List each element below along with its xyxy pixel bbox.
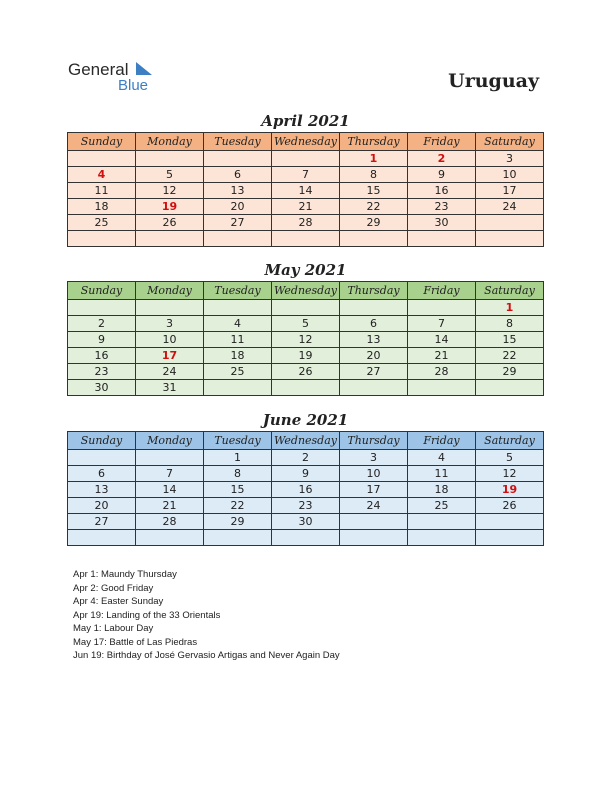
day-cell: 6 bbox=[204, 167, 272, 183]
day-cell: 11 bbox=[68, 183, 136, 199]
day-cell bbox=[340, 231, 408, 247]
weekday-header-sunday: Sunday bbox=[68, 432, 136, 450]
week-row bbox=[68, 231, 544, 247]
weekday-header-friday: Friday bbox=[408, 282, 476, 300]
day-cell: 21 bbox=[272, 199, 340, 215]
day-cell bbox=[204, 231, 272, 247]
day-cell bbox=[408, 231, 476, 247]
day-cell bbox=[476, 231, 544, 247]
day-cell: 23 bbox=[68, 364, 136, 380]
day-cell: 25 bbox=[68, 215, 136, 231]
day-cell: 29 bbox=[340, 215, 408, 231]
weekday-header-friday: Friday bbox=[408, 133, 476, 151]
day-cell: 28 bbox=[408, 364, 476, 380]
weekday-header-tuesday: Tuesday bbox=[204, 432, 272, 450]
day-cell: 15 bbox=[476, 332, 544, 348]
weekday-header-row bbox=[68, 432, 544, 450]
day-cell: 16 bbox=[408, 183, 476, 199]
day-cell: 9 bbox=[408, 167, 476, 183]
day-cell: 27 bbox=[204, 215, 272, 231]
weekday-header-tuesday: Tuesday bbox=[204, 133, 272, 151]
holiday-item: May 1: Labour Day bbox=[73, 623, 154, 634]
week-row bbox=[68, 183, 544, 199]
day-cell: 5 bbox=[136, 167, 204, 183]
day-cell: 10 bbox=[136, 332, 204, 348]
day-cell: 28 bbox=[136, 514, 204, 530]
day-cell bbox=[476, 530, 544, 546]
weekday-header-row bbox=[68, 133, 544, 151]
holiday-item: Apr 19: Landing of the 33 Orientals bbox=[73, 609, 221, 621]
weekday-header-wednesday: Wednesday bbox=[272, 133, 340, 151]
day-cell: 22 bbox=[476, 348, 544, 364]
day-cell: 5 bbox=[272, 316, 340, 332]
holiday-list bbox=[73, 568, 340, 663]
weekday-header-saturday: Saturday bbox=[476, 133, 544, 151]
holiday-item: May 17: Battle of Las Piedras bbox=[73, 636, 198, 648]
day-cell bbox=[136, 151, 204, 167]
day-cell: 18 bbox=[204, 348, 272, 364]
day-cell: 8 bbox=[476, 316, 544, 332]
day-cell: 22 bbox=[204, 498, 272, 514]
week-row bbox=[68, 300, 544, 316]
day-cell bbox=[340, 300, 408, 316]
day-cell: 8 bbox=[340, 167, 408, 183]
weekday-header-sunday: Sunday bbox=[68, 282, 136, 300]
day-cell: 23 bbox=[408, 199, 476, 215]
month-june bbox=[67, 410, 544, 546]
day-cell bbox=[408, 514, 476, 530]
week-row bbox=[68, 348, 544, 364]
day-cell: 14 bbox=[136, 482, 204, 498]
day-cell: 9 bbox=[68, 332, 136, 348]
day-cell bbox=[272, 231, 340, 247]
calendar-table bbox=[67, 281, 544, 396]
day-cell: 16 bbox=[272, 482, 340, 498]
weekday-header-wednesday: Wednesday bbox=[272, 282, 340, 300]
day-cell: 31 bbox=[136, 380, 204, 396]
logo-triangle-icon bbox=[132, 62, 154, 76]
week-row bbox=[68, 199, 544, 215]
weekday-header-sunday: Sunday bbox=[68, 133, 136, 151]
week-row bbox=[68, 450, 544, 466]
holiday-item: Apr 2: Good Friday bbox=[73, 582, 154, 594]
day-cell bbox=[476, 380, 544, 396]
holiday-day-cell: 2 bbox=[408, 151, 476, 167]
day-cell: 28 bbox=[272, 215, 340, 231]
holiday-day-cell: 19 bbox=[476, 482, 544, 498]
day-cell: 10 bbox=[476, 167, 544, 183]
country-title: Uruguay bbox=[448, 70, 539, 92]
day-cell bbox=[476, 215, 544, 231]
day-cell bbox=[136, 450, 204, 466]
week-row bbox=[68, 167, 544, 183]
holiday-item: Apr 4: Easter Sunday bbox=[73, 596, 164, 607]
day-cell: 15 bbox=[204, 482, 272, 498]
weekday-header-saturday: Saturday bbox=[476, 432, 544, 450]
weekday-header-row bbox=[68, 282, 544, 300]
day-cell: 30 bbox=[408, 215, 476, 231]
day-cell: 8 bbox=[204, 466, 272, 482]
day-cell: 29 bbox=[476, 364, 544, 380]
day-cell bbox=[340, 514, 408, 530]
holiday-day-cell: 17 bbox=[136, 348, 204, 364]
day-cell: 14 bbox=[408, 332, 476, 348]
weekday-header-tuesday: Tuesday bbox=[204, 282, 272, 300]
day-cell: 20 bbox=[340, 348, 408, 364]
day-cell bbox=[272, 151, 340, 167]
day-cell: 2 bbox=[272, 450, 340, 466]
calendar-table bbox=[67, 132, 544, 247]
weekday-header-monday: Monday bbox=[136, 432, 204, 450]
day-cell: 27 bbox=[340, 364, 408, 380]
day-cell: 5 bbox=[476, 450, 544, 466]
month-title: May 2021 bbox=[264, 261, 347, 279]
day-cell: 13 bbox=[204, 183, 272, 199]
month-may bbox=[67, 260, 544, 396]
day-cell bbox=[136, 300, 204, 316]
week-row bbox=[68, 498, 544, 514]
day-cell: 4 bbox=[204, 316, 272, 332]
month-april bbox=[67, 111, 544, 247]
weekday-header-friday: Friday bbox=[408, 432, 476, 450]
weekday-header-thursday: Thursday bbox=[340, 432, 408, 450]
day-cell bbox=[272, 530, 340, 546]
day-cell: 18 bbox=[68, 199, 136, 215]
day-cell: 17 bbox=[476, 183, 544, 199]
day-cell: 24 bbox=[136, 364, 204, 380]
day-cell bbox=[204, 530, 272, 546]
day-cell: 26 bbox=[476, 498, 544, 514]
day-cell bbox=[204, 151, 272, 167]
week-row bbox=[68, 380, 544, 396]
holiday-day-cell: 1 bbox=[476, 300, 544, 316]
day-cell: 3 bbox=[136, 316, 204, 332]
day-cell bbox=[408, 530, 476, 546]
weekday-header-thursday: Thursday bbox=[340, 282, 408, 300]
holiday-day-cell: 1 bbox=[340, 151, 408, 167]
day-cell bbox=[340, 530, 408, 546]
day-cell bbox=[408, 300, 476, 316]
day-cell: 20 bbox=[204, 199, 272, 215]
day-cell bbox=[68, 530, 136, 546]
day-cell: 30 bbox=[68, 380, 136, 396]
day-cell bbox=[136, 530, 204, 546]
day-cell: 16 bbox=[68, 348, 136, 364]
day-cell: 25 bbox=[408, 498, 476, 514]
day-cell bbox=[68, 450, 136, 466]
day-cell: 21 bbox=[136, 498, 204, 514]
day-cell: 14 bbox=[272, 183, 340, 199]
day-cell: 23 bbox=[272, 498, 340, 514]
day-cell: 3 bbox=[476, 151, 544, 167]
logo-text-general: General bbox=[68, 60, 129, 79]
month-title: June 2021 bbox=[262, 411, 349, 429]
day-cell: 4 bbox=[408, 450, 476, 466]
day-cell bbox=[476, 514, 544, 530]
weekday-header-saturday: Saturday bbox=[476, 282, 544, 300]
day-cell: 12 bbox=[476, 466, 544, 482]
weekday-header-monday: Monday bbox=[136, 133, 204, 151]
calendar-table bbox=[67, 431, 544, 546]
day-cell: 21 bbox=[408, 348, 476, 364]
day-cell bbox=[68, 231, 136, 247]
holiday-day-cell: 4 bbox=[68, 167, 136, 183]
day-cell bbox=[272, 380, 340, 396]
day-cell: 17 bbox=[340, 482, 408, 498]
day-cell: 24 bbox=[340, 498, 408, 514]
week-row bbox=[68, 530, 544, 546]
day-cell: 11 bbox=[204, 332, 272, 348]
holiday-day-cell: 19 bbox=[136, 199, 204, 215]
day-cell: 25 bbox=[204, 364, 272, 380]
generalblue-logo bbox=[68, 60, 168, 96]
day-cell bbox=[340, 380, 408, 396]
day-cell bbox=[136, 231, 204, 247]
day-cell: 1 bbox=[204, 450, 272, 466]
day-cell bbox=[68, 300, 136, 316]
weekday-header-wednesday: Wednesday bbox=[272, 432, 340, 450]
week-row bbox=[68, 215, 544, 231]
day-cell: 22 bbox=[340, 199, 408, 215]
week-row bbox=[68, 316, 544, 332]
day-cell: 6 bbox=[340, 316, 408, 332]
day-cell: 10 bbox=[340, 466, 408, 482]
day-cell: 18 bbox=[408, 482, 476, 498]
day-cell: 13 bbox=[340, 332, 408, 348]
logo-text-blue: Blue bbox=[118, 77, 149, 94]
day-cell: 11 bbox=[408, 466, 476, 482]
day-cell bbox=[408, 380, 476, 396]
day-cell: 30 bbox=[272, 514, 340, 530]
day-cell: 24 bbox=[476, 199, 544, 215]
day-cell: 12 bbox=[272, 332, 340, 348]
month-title: April 2021 bbox=[261, 112, 350, 130]
day-cell: 26 bbox=[272, 364, 340, 380]
day-cell: 2 bbox=[68, 316, 136, 332]
week-row bbox=[68, 364, 544, 380]
day-cell: 7 bbox=[136, 466, 204, 482]
day-cell: 27 bbox=[68, 514, 136, 530]
week-row bbox=[68, 151, 544, 167]
day-cell: 26 bbox=[136, 215, 204, 231]
week-row bbox=[68, 514, 544, 530]
day-cell: 9 bbox=[272, 466, 340, 482]
day-cell: 7 bbox=[408, 316, 476, 332]
weekday-header-thursday: Thursday bbox=[340, 133, 408, 151]
day-cell bbox=[272, 300, 340, 316]
holiday-item: Apr 1: Maundy Thursday bbox=[73, 569, 177, 580]
holiday-item: Jun 19: Birthday of José Gervasio Artigas and Never Again Day bbox=[73, 650, 340, 661]
weekday-header-monday: Monday bbox=[136, 282, 204, 300]
day-cell: 20 bbox=[68, 498, 136, 514]
day-cell: 13 bbox=[68, 482, 136, 498]
day-cell: 12 bbox=[136, 183, 204, 199]
day-cell bbox=[204, 380, 272, 396]
day-cell: 7 bbox=[272, 167, 340, 183]
week-row bbox=[68, 466, 544, 482]
day-cell: 3 bbox=[340, 450, 408, 466]
day-cell: 29 bbox=[204, 514, 272, 530]
day-cell: 6 bbox=[68, 466, 136, 482]
week-row bbox=[68, 482, 544, 498]
day-cell bbox=[68, 151, 136, 167]
day-cell: 19 bbox=[272, 348, 340, 364]
day-cell: 15 bbox=[340, 183, 408, 199]
week-row bbox=[68, 332, 544, 348]
day-cell bbox=[204, 300, 272, 316]
